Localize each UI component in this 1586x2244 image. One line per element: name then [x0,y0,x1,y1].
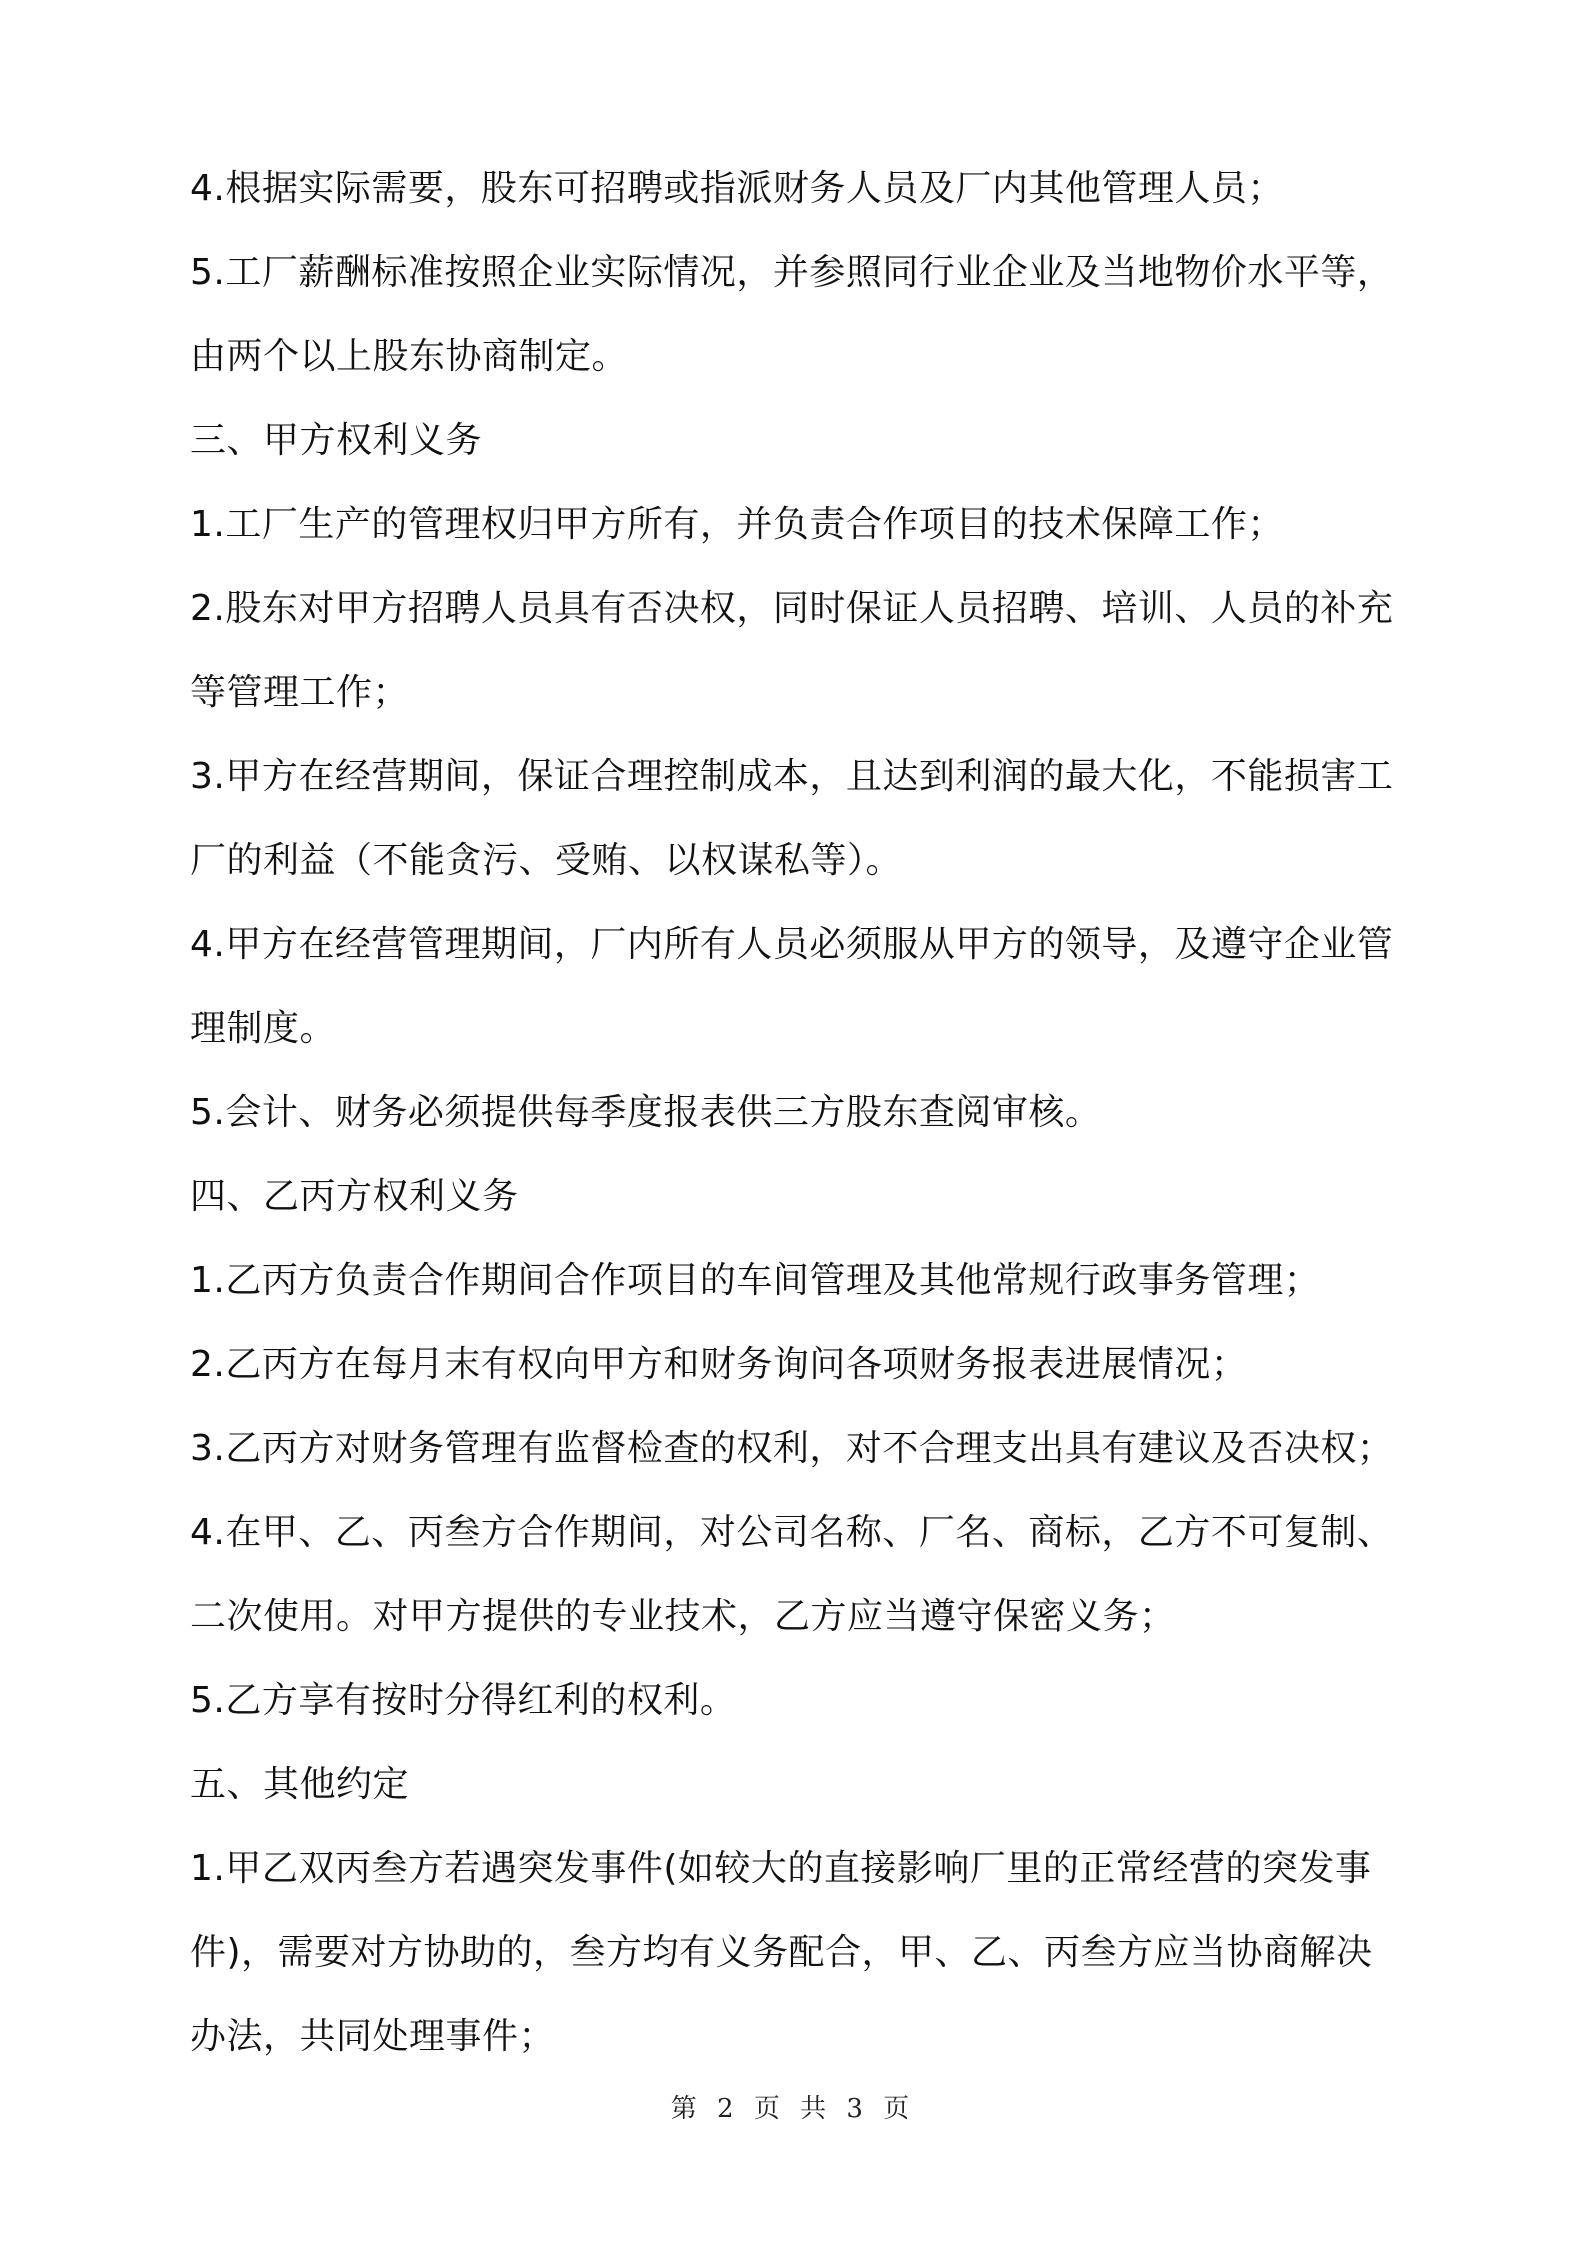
text-line: 等管理工作； [190,672,410,713]
text-line: 4.甲方在经营管理期间，厂内所有人员必须服从甲方的领导，及遵守企业管 [190,924,1394,965]
text-line: 件)，需要对方协助的，叁方均有义务配合，甲、乙、丙叁方应当协商解决 [190,1932,1373,1973]
text-line: 2.乙丙方在每月末有权向甲方和财务询问各项财务报表进展情况； [190,1344,1248,1385]
text-line: 由两个以上股东协商制定。 [190,336,629,377]
section-heading: 五、其他约定 [190,1764,410,1805]
text-line: 1.乙丙方负责合作期间合作项目的车间管理及其他常规行政事务管理； [190,1260,1321,1301]
text-line: 2.股东对甲方招聘人员具有否决权，同时保证人员招聘、培训、人员的补充 [190,588,1394,629]
text-line: 厂的利益（不能贪污、受贿、以权谋私等）。 [190,840,903,881]
text-line: 4.在甲、乙、丙叁方合作期间，对公司名称、厂名、商标，乙方不可复制、 [190,1512,1394,1553]
section-heading: 三、甲方权利义务 [190,420,483,461]
section-heading: 四、乙丙方权利义务 [190,1176,519,1217]
text-line: 5.乙方享有按时分得红利的权利。 [190,1680,737,1721]
text-line: 办法，共同处理事件； [190,2016,556,2057]
text-line: 1.甲乙双丙叁方若遇突发事件(如较大的直接影响厂里的正常经营的突发事 [190,1848,1372,1889]
page-number-footer: 第 2 页 共 3 页 [670,2094,916,2124]
text-line: 4.根据实际需要，股东可招聘或指派财务人员及厂内其他管理人员； [190,168,1284,209]
text-line: 5.工厂薪酬标准按照企业实际情况，并参照同行业企业及当地物价水平等， [190,252,1394,293]
text-line: 3.甲方在经营期间，保证合理控制成本，且达到利润的最大化，不能损害工 [190,756,1394,797]
text-line: 5.会计、财务必须提供每季度报表供三方股东查阅审核。 [190,1092,1102,1133]
text-line: 3.乙丙方对财务管理有监督检查的权利，对不合理支出具有建议及否决权； [190,1428,1394,1469]
text-line: 1.工厂生产的管理权归甲方所有，并负责合作项目的技术保障工作； [190,504,1284,545]
text-line: 理制度。 [190,1008,337,1049]
document-body [190,163,1410,2095]
text-line: 二次使用。对甲方提供的专业技术，乙方应当遵守保密义务； [190,1596,1176,1637]
